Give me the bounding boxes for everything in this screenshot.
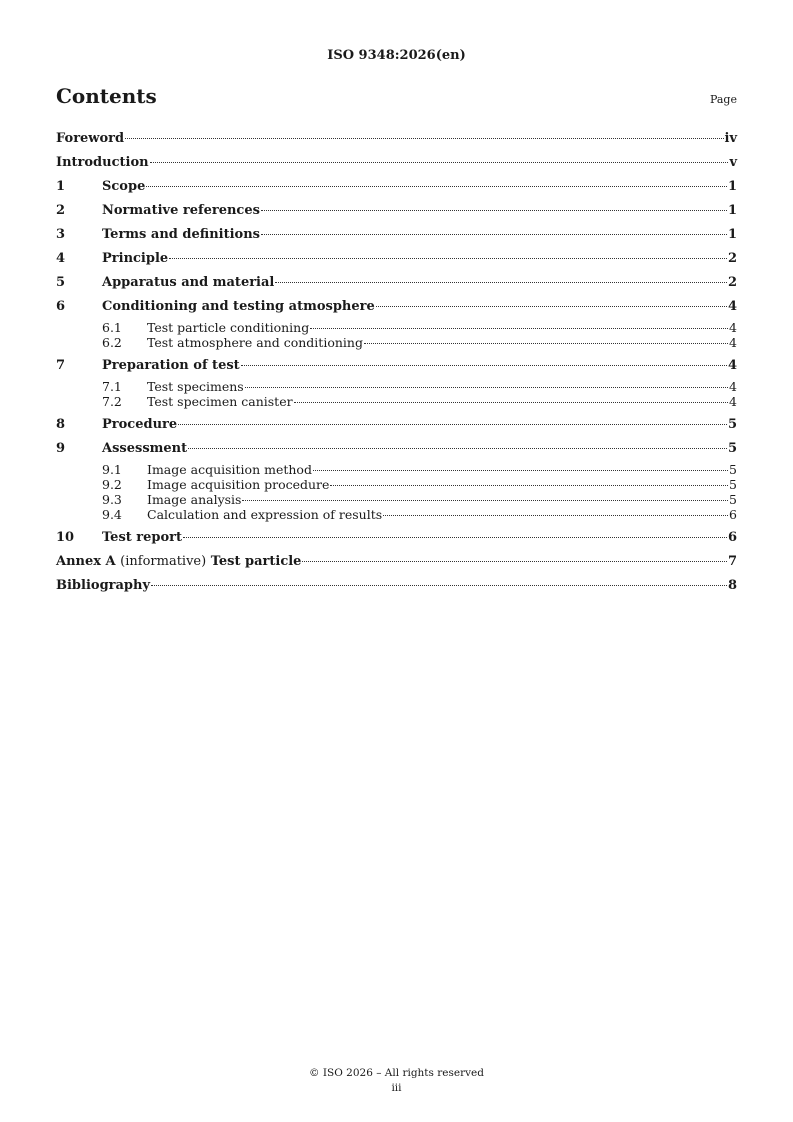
- toc-subentry-number: 9.4: [102, 507, 122, 522]
- toc-leader-dots: [383, 515, 728, 516]
- toc-entry[interactable]: [56, 176, 737, 200]
- toc-entry-label: Normative references: [102, 203, 260, 218]
- toc-subentry[interactable]: [56, 492, 737, 507]
- toc-subentry[interactable]: [56, 320, 737, 335]
- toc-subentry[interactable]: [56, 462, 737, 477]
- toc-entry-label: Test report: [102, 530, 183, 545]
- toc-entry[interactable]: [56, 200, 737, 224]
- toc-subentry-number: 9.1: [102, 462, 122, 477]
- toc-entry-label: Introduction: [56, 155, 149, 170]
- toc-entry-label: Procedure: [102, 417, 178, 432]
- toc-entry-page: 1: [727, 203, 737, 218]
- toc-subentry[interactable]: [56, 394, 737, 409]
- toc-leader-dots: [261, 234, 727, 235]
- toc-leader-dots: [364, 343, 728, 344]
- toc-subentry-label: Image analysis: [147, 492, 242, 507]
- toc-subentry-page: 5: [729, 477, 737, 492]
- toc-entry-number: 6: [56, 299, 66, 314]
- toc-entry-number: 9: [56, 441, 66, 456]
- toc-leader-dots: [146, 186, 727, 187]
- toc-entry-label: Terms and definitions: [102, 227, 260, 242]
- toc-subentry-page: 5: [729, 492, 737, 507]
- toc-entry-number: 2: [56, 203, 66, 218]
- toc-entry-page: 2: [727, 251, 737, 266]
- toc-entry-page: 4: [727, 299, 737, 314]
- toc-entry-label: Assessment: [102, 441, 188, 456]
- annex-title: Test particle: [210, 554, 302, 569]
- toc-entry-label: Principle: [102, 251, 169, 266]
- toc-entry-page: iv: [724, 131, 737, 146]
- toc-subentry-number: 6.2: [102, 335, 122, 350]
- toc-entry-page: 1: [727, 227, 737, 242]
- toc-entry[interactable]: [56, 355, 737, 379]
- toc-subentry-label: Calculation and expression of results: [147, 507, 383, 522]
- toc-leader-dots: [302, 561, 727, 562]
- toc-leader-dots: [313, 470, 728, 471]
- toc-entry-number: 1: [56, 179, 66, 194]
- toc-leader-dots: [241, 365, 727, 366]
- toc-leader-dots: [178, 424, 727, 425]
- toc-entry-number: 7: [56, 358, 66, 373]
- toc-entry-label: Conditioning and testing atmosphere: [102, 299, 375, 314]
- toc-subentry-label: Test atmosphere and conditioning: [147, 335, 363, 350]
- page-number: iii: [391, 1082, 402, 1094]
- toc-subentry-page: 4: [729, 320, 737, 335]
- toc-leader-dots: [310, 328, 728, 329]
- table-of-contents: [56, 128, 737, 599]
- toc-leader-dots: [151, 585, 727, 586]
- toc-entry-page: 6: [727, 530, 737, 545]
- toc-entry[interactable]: [56, 527, 737, 551]
- toc-subentry-page: 4: [729, 394, 737, 409]
- toc-entry[interactable]: [56, 272, 737, 296]
- toc-subentry-label: Image acquisition method: [147, 462, 312, 477]
- toc-entry-label: Preparation of test: [102, 358, 240, 373]
- toc-entry-label: Foreword: [56, 131, 125, 146]
- toc-entry[interactable]: [56, 224, 737, 248]
- toc-leader-dots: [169, 258, 727, 259]
- toc-leader-dots: [188, 448, 727, 449]
- toc-subentry-number: 7.2: [102, 394, 122, 409]
- toc-leader-dots: [294, 402, 728, 403]
- annex-note: (informative): [120, 554, 207, 569]
- toc-subentry-number: 7.1: [102, 379, 122, 394]
- toc-subentry-label: Test particle conditioning: [147, 320, 310, 335]
- toc-entry-label: Scope: [102, 179, 146, 194]
- copyright-notice: © ISO 2026 – All rights reserved: [309, 1067, 484, 1079]
- page-title: Contents: [56, 84, 157, 108]
- toc-entry-page: v: [729, 155, 737, 170]
- toc-subentry-page: 5: [729, 462, 737, 477]
- toc-entry-label: Apparatus and material: [102, 275, 275, 290]
- toc-entry-number: 10: [56, 530, 75, 545]
- toc-subentry-label: Image acquisition procedure: [147, 477, 330, 492]
- toc-annex-label: [56, 553, 301, 571]
- toc-leader-dots: [330, 485, 728, 486]
- toc-entry-number: 4: [56, 251, 66, 266]
- toc-leader-dots: [261, 210, 727, 211]
- toc-entry-page: 1: [727, 179, 737, 194]
- toc-subentry-page: 4: [729, 379, 737, 394]
- toc-bibliography-entry[interactable]: [56, 575, 737, 599]
- toc-subentry-page: 4: [729, 335, 737, 350]
- toc-leader-dots: [275, 282, 727, 283]
- toc-leader-dots: [376, 306, 727, 307]
- toc-subentry[interactable]: [56, 477, 737, 492]
- toc-subentry-label: Test specimen canister: [147, 394, 293, 409]
- toc-subentry-page: 6: [729, 507, 737, 522]
- toc-leader-dots: [125, 138, 723, 139]
- toc-subentry[interactable]: [56, 507, 737, 522]
- toc-leader-dots: [150, 162, 729, 163]
- toc-entry-page: 5: [727, 417, 737, 432]
- contents-title-row: [56, 84, 737, 108]
- toc-annex-page: 7: [727, 554, 737, 569]
- toc-subentry[interactable]: [56, 335, 737, 350]
- document-id: ISO 9348:2026(en): [327, 48, 466, 63]
- toc-entry-page: 4: [727, 358, 737, 373]
- toc-bibliography-page: 8: [727, 578, 737, 593]
- toc-entry-number: 8: [56, 417, 66, 432]
- toc-leader-dots: [245, 387, 728, 388]
- toc-subentry-number: 6.1: [102, 320, 122, 335]
- toc-subentry-label: Test specimens: [147, 379, 244, 394]
- toc-entry[interactable]: [56, 414, 737, 438]
- annex-prefix: Annex A: [56, 554, 116, 569]
- toc-subentry-number: 9.2: [102, 477, 122, 492]
- toc-entry[interactable]: [56, 296, 737, 320]
- toc-entry[interactable]: [56, 438, 737, 462]
- toc-entry-page: 2: [727, 275, 737, 290]
- toc-entry[interactable]: [56, 128, 737, 152]
- toc-bibliography-label: Bibliography: [56, 578, 151, 593]
- toc-entry-number: 5: [56, 275, 66, 290]
- toc-subentry-number: 9.3: [102, 492, 122, 507]
- page-column-label: Page: [709, 93, 737, 106]
- toc-entry-number: 3: [56, 227, 66, 242]
- toc-subentry[interactable]: [56, 379, 737, 394]
- toc-leader-dots: [242, 500, 728, 501]
- toc-leader-dots: [183, 537, 727, 538]
- toc-entry[interactable]: [56, 152, 737, 176]
- toc-entry-page: 5: [727, 441, 737, 456]
- toc-annex-entry[interactable]: [56, 551, 737, 575]
- toc-entry[interactable]: [56, 248, 737, 272]
- page-footer: [0, 1066, 793, 1096]
